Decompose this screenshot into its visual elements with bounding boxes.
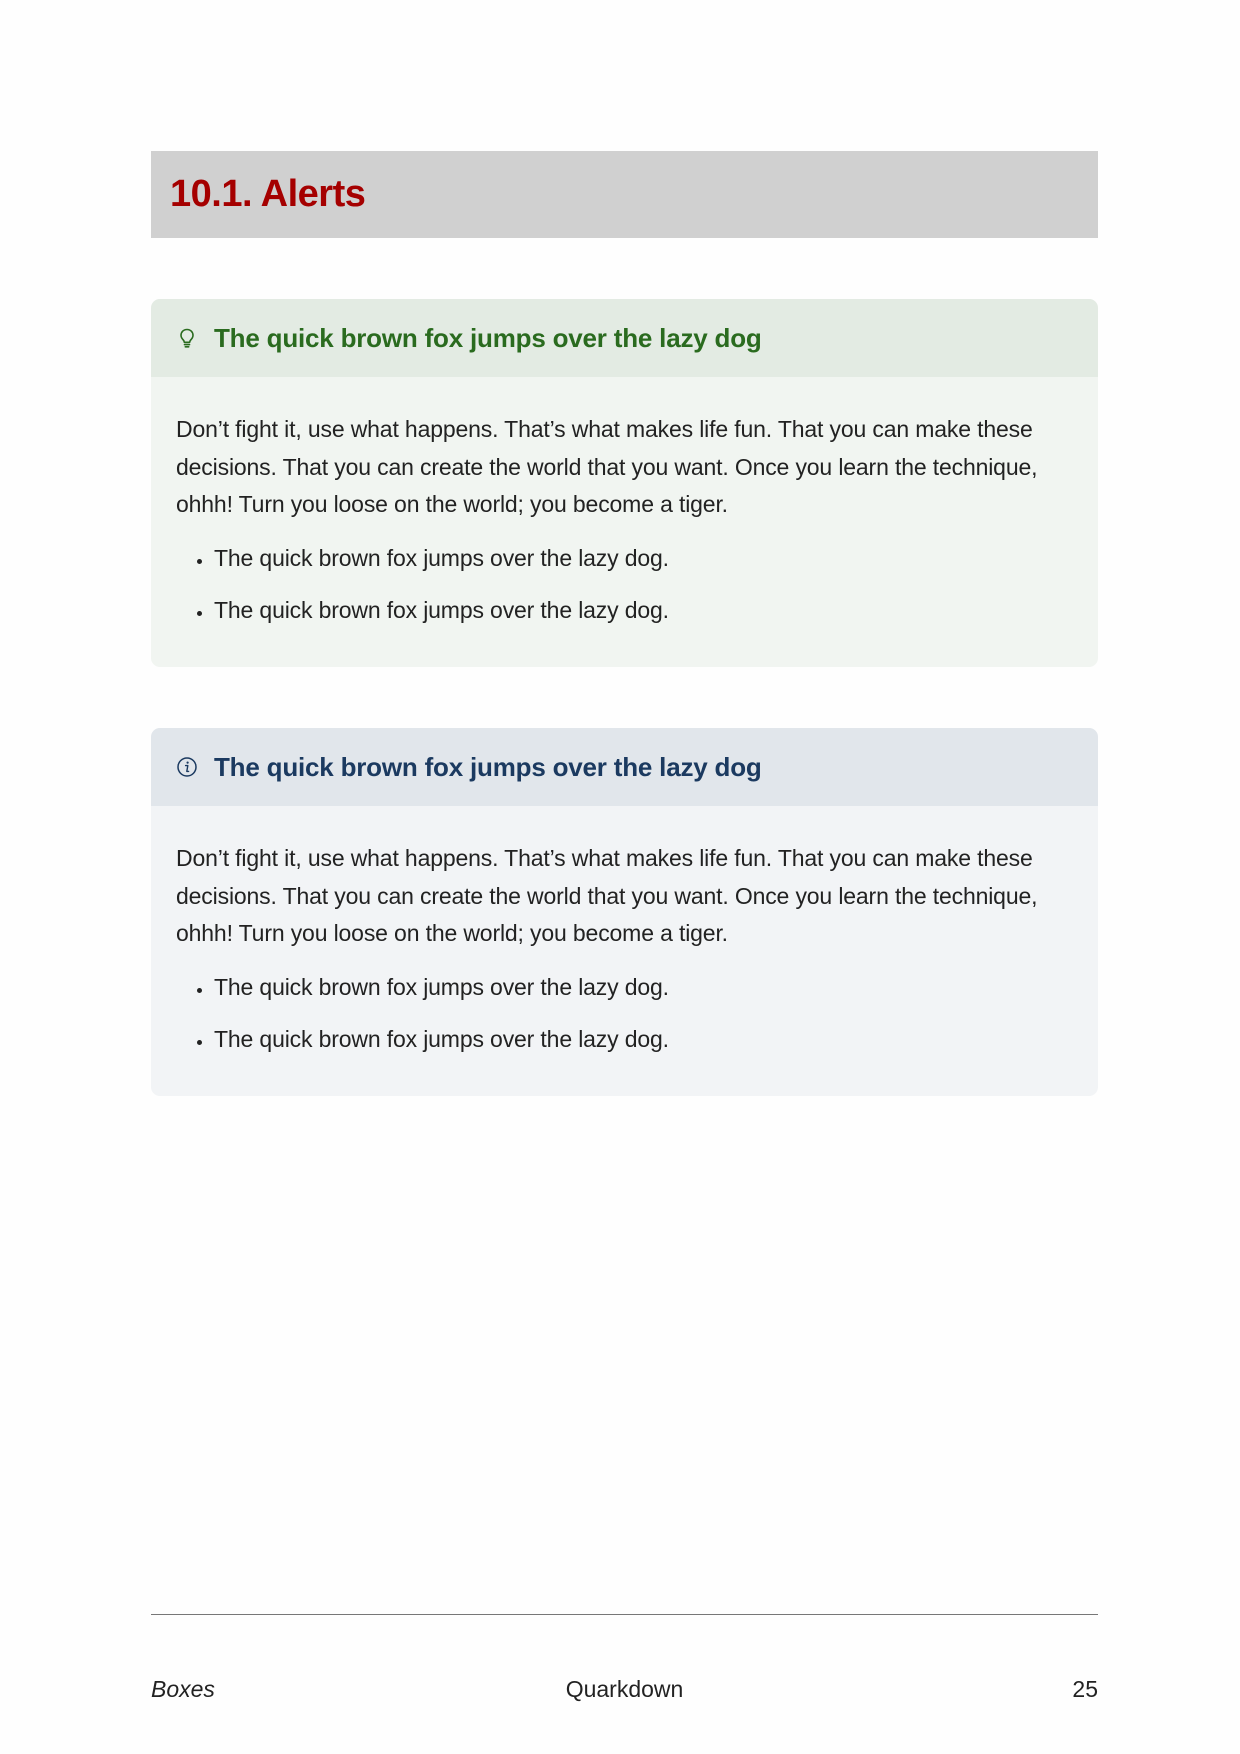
list-item: • The quick brown fox jumps over the lazy dog. xyxy=(214,969,1073,1007)
tip-alert-paragraph: Don’t fight it, use what happens. That’s what makes life fun. That you can make these decisions. That you can create the world that you want. Once you learn the technique, ohhh! Turn you loose on the world; you become a tiger. xyxy=(176,416,1038,517)
lightbulb-icon xyxy=(176,327,198,349)
page-footer xyxy=(151,1676,1098,1710)
note-alert-title: The quick brown fox jumps over the lazy dog xyxy=(214,751,762,782)
note-alert-list xyxy=(176,969,1073,1059)
footer-document-title: Quarkdown xyxy=(565,1676,684,1702)
list-item: • The quick brown fox jumps over the lazy dog. xyxy=(214,540,1073,578)
tip-alert-list xyxy=(176,540,1073,630)
tip-alert-header xyxy=(151,299,1098,377)
section-heading-bar xyxy=(151,151,1098,238)
list-item: • The quick brown fox jumps over the lazy dog. xyxy=(214,1021,1073,1059)
footer-divider xyxy=(151,1614,1098,1615)
page-number: 25 xyxy=(1072,1676,1098,1702)
tip-alert-title: The quick brown fox jumps over the lazy dog xyxy=(214,322,762,353)
note-alert-body xyxy=(151,806,1098,1059)
info-circle-icon xyxy=(176,756,198,778)
note-alert-paragraph: Don’t fight it, use what happens. That’s what makes life fun. That you can make these decisions. That you can create the world that you want. Once you learn the technique, ohhh! Turn you loose on the world; you become a tiger. xyxy=(176,845,1038,946)
note-alert xyxy=(151,728,1098,1096)
tip-alert-body xyxy=(151,377,1098,630)
note-alert-header xyxy=(151,728,1098,806)
footer-section-name: Boxes xyxy=(151,1676,215,1702)
list-item: • The quick brown fox jumps over the lazy dog. xyxy=(214,592,1073,630)
tip-alert xyxy=(151,299,1098,667)
section-title: 10.1. Alerts xyxy=(170,173,366,215)
